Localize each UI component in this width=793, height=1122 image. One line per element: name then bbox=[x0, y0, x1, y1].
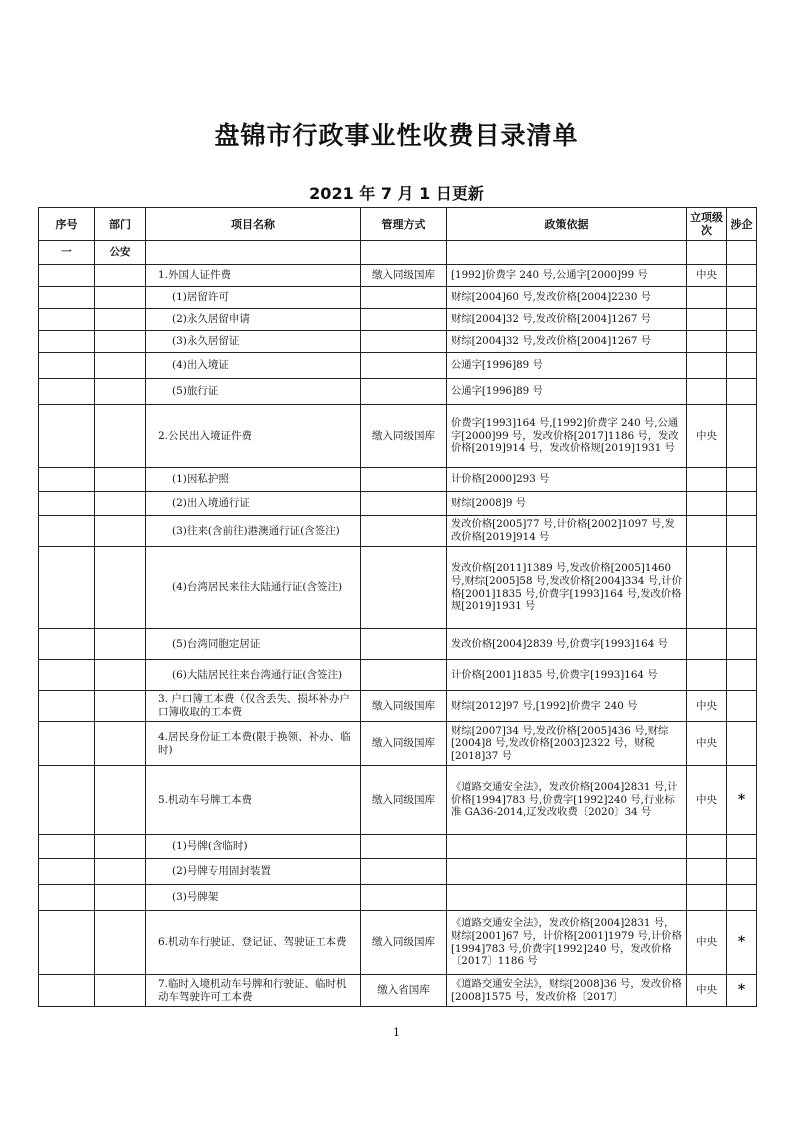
header-dept: 部门 bbox=[95, 208, 146, 241]
mgmt-method bbox=[361, 547, 447, 629]
approval-level bbox=[687, 660, 727, 691]
mgmt-method: 缴入同级国库 bbox=[361, 911, 447, 975]
enterprise-mark bbox=[727, 265, 757, 287]
policy-basis: 公通字[1996]89 号 bbox=[447, 353, 687, 379]
table-row bbox=[39, 885, 757, 911]
document-title: 盘锦市行政事业性收费目录清单 bbox=[214, 121, 579, 150]
mgmt-method bbox=[361, 660, 447, 691]
item-name: (4)台湾居民来往大陆通行证(含签注) bbox=[146, 547, 361, 629]
policy-basis: 财综[2012]97 号,[1992]价费字 240 号 bbox=[447, 691, 687, 722]
approval-level bbox=[687, 547, 727, 629]
header-level: 立项级次 bbox=[687, 208, 727, 241]
table-row bbox=[39, 975, 757, 1007]
table-row bbox=[39, 629, 757, 660]
enterprise-mark bbox=[727, 859, 757, 885]
item-name: (1)号牌(含临时) bbox=[146, 835, 361, 859]
table-row bbox=[39, 331, 757, 353]
enterprise-mark bbox=[727, 629, 757, 660]
mgmt-method: 缴入省国库 bbox=[361, 975, 447, 1007]
item-name: (4)出入境证 bbox=[146, 353, 361, 379]
header-row bbox=[39, 208, 757, 241]
approval-level bbox=[687, 309, 727, 331]
item-name: (2)永久居留申请 bbox=[146, 309, 361, 331]
approval-level: 中央 bbox=[687, 911, 727, 975]
approval-level bbox=[687, 859, 727, 885]
enterprise-mark bbox=[727, 405, 757, 468]
approval-level bbox=[687, 353, 727, 379]
enterprise-mark bbox=[727, 309, 757, 331]
enterprise-mark bbox=[727, 885, 757, 911]
mgmt-method bbox=[361, 859, 447, 885]
approval-level: 中央 bbox=[687, 265, 727, 287]
policy-basis: 财综[2004]60 号,发改价格[2004]2230 号 bbox=[447, 287, 687, 309]
policy-basis: 财综[2004]32 号,发改价格[2004]1267 号 bbox=[447, 309, 687, 331]
header-enterprise: 涉企 bbox=[727, 208, 757, 241]
policy-basis: 计价格[2001]1835 号,价费字[1993]164 号 bbox=[447, 660, 687, 691]
policy-basis: 财综[2007]34 号,发改价格[2005]436 号,财综[2004]8 号,发改价格[2003]2322 号，财税[2018]37 号 bbox=[447, 722, 687, 766]
table-row bbox=[39, 911, 757, 975]
policy-basis: [1992]价费字 240 号,公通字[2000]99 号 bbox=[447, 265, 687, 287]
header-item: 项目名称 bbox=[146, 208, 361, 241]
policy-basis: 财综[2008]9 号 bbox=[447, 492, 687, 516]
mgmt-method bbox=[361, 492, 447, 516]
approval-level bbox=[687, 492, 727, 516]
enterprise-mark bbox=[727, 331, 757, 353]
enterprise-mark bbox=[727, 379, 757, 405]
mgmt-method bbox=[361, 353, 447, 379]
approval-level bbox=[687, 629, 727, 660]
approval-level bbox=[687, 468, 727, 492]
page-number: 1 bbox=[393, 1026, 400, 1039]
policy-basis: 《道路交通安全法》，财综[2008]36 号，发改价格[2008]1575 号，发改价格〔2017〕 bbox=[447, 975, 687, 1007]
mgmt-method bbox=[361, 885, 447, 911]
item-name: 5.机动车号牌工本费 bbox=[146, 766, 361, 835]
table-row bbox=[39, 691, 757, 722]
policy-basis bbox=[447, 859, 687, 885]
enterprise-mark bbox=[727, 516, 757, 547]
enterprise-mark bbox=[727, 353, 757, 379]
mgmt-method: 缴入同级国库 bbox=[361, 405, 447, 468]
mgmt-method bbox=[361, 331, 447, 353]
mgmt-method bbox=[361, 629, 447, 660]
enterprise-mark bbox=[727, 691, 757, 722]
item-name: 3. 户口簿工本费（仅含丢失、损坏补办户口簿收取的工本费 bbox=[146, 691, 361, 722]
item-name: (6)大陆居民往来台湾通行证(含签注) bbox=[146, 660, 361, 691]
table-row bbox=[39, 835, 757, 859]
policy-basis: 发改价格[2004]2839 号,价费字[1993]164 号 bbox=[447, 629, 687, 660]
item-name: (1)居留许可 bbox=[146, 287, 361, 309]
policy-basis: 财综[2004]32 号,发改价格[2004]1267 号 bbox=[447, 331, 687, 353]
mgmt-method bbox=[361, 468, 447, 492]
mgmt-method bbox=[361, 835, 447, 859]
approval-level bbox=[687, 885, 727, 911]
policy-basis: 价费字[1993]164 号,[1992]价费字 240 号,公通字[2000]99 号，发改价格[2017]1186 号，发改价格[2019]914 号，发改价格规[2019]1931 号 bbox=[447, 405, 687, 468]
table-row bbox=[39, 660, 757, 691]
mgmt-method: 缴入同级国库 bbox=[361, 265, 447, 287]
table-row bbox=[39, 405, 757, 468]
table-row bbox=[39, 468, 757, 492]
header-basis: 政策依据 bbox=[447, 208, 687, 241]
policy-basis: 发改价格[2011]1389 号,发改价格[2005]1460 号,财综[2005]58 号,发改价格[2004]334 号,计价格[2001]1835 号,价费字[1993]164 号,发改价格规[2019]1931 号 bbox=[447, 547, 687, 629]
item-name: (3)永久居留证 bbox=[146, 331, 361, 353]
mgmt-method bbox=[361, 516, 447, 547]
policy-basis: 发改价格[2005]77 号,计价格[2002]1097 号,发改价格[2019]914 号 bbox=[447, 516, 687, 547]
table-row bbox=[39, 766, 757, 835]
item-name: (5)台湾同胞定居证 bbox=[146, 629, 361, 660]
policy-basis: 《道路交通安全法》，发改价格[2004]2831 号,计价格[1994]783 号,价费字[1992]240 号,行业标准 GA36-2014,辽发改收费〔2020〕34 号 bbox=[447, 766, 687, 835]
item-name: (2)号牌专用固封装置 bbox=[146, 859, 361, 885]
enterprise-mark bbox=[727, 287, 757, 309]
table-row bbox=[39, 265, 757, 287]
header-mgmt: 管理方式 bbox=[361, 208, 447, 241]
enterprise-mark: * bbox=[727, 975, 757, 1007]
approval-level: 中央 bbox=[687, 722, 727, 766]
item-name: (2)出入境通行证 bbox=[146, 492, 361, 516]
approval-level: 中央 bbox=[687, 975, 727, 1007]
table-row bbox=[39, 353, 757, 379]
enterprise-mark: * bbox=[727, 911, 757, 975]
mgmt-method: 缴入同级国库 bbox=[361, 722, 447, 766]
mgmt-method bbox=[361, 287, 447, 309]
table-row bbox=[39, 859, 757, 885]
item-name: (5)旅行证 bbox=[146, 379, 361, 405]
item-name: 6.机动车行驶证、登记证、驾驶证工本费 bbox=[146, 911, 361, 975]
policy-basis: 《道路交通安全法》，发改价格[2004]2831 号，财综[2001]67 号，计价格[2001]1979 号,计价格[1994]783 号,价费字[1992]240 号，发改价格〔2017〕1186 号 bbox=[447, 911, 687, 975]
mgmt-method bbox=[361, 309, 447, 331]
item-name: (1)因私护照 bbox=[146, 468, 361, 492]
item-name: 4.居民身份证工本费(限于换领、补办、临时) bbox=[146, 722, 361, 766]
enterprise-mark bbox=[727, 722, 757, 766]
policy-basis bbox=[447, 885, 687, 911]
table-row bbox=[39, 722, 757, 766]
section-row bbox=[39, 241, 757, 265]
enterprise-mark bbox=[727, 660, 757, 691]
table-row bbox=[39, 547, 757, 629]
approval-level: 中央 bbox=[687, 766, 727, 835]
table-row bbox=[39, 287, 757, 309]
header-seq: 序号 bbox=[39, 208, 95, 241]
item-name: (3)往来(含前往)港澳通行证(含签注) bbox=[146, 516, 361, 547]
section-dept: 公安 bbox=[95, 241, 146, 265]
approval-level bbox=[687, 835, 727, 859]
enterprise-mark bbox=[727, 835, 757, 859]
table-row bbox=[39, 379, 757, 405]
table-row bbox=[39, 492, 757, 516]
mgmt-method: 缴入同级国库 bbox=[361, 691, 447, 722]
approval-level bbox=[687, 287, 727, 309]
approval-level bbox=[687, 379, 727, 405]
item-name: 7.临时入境机动车号牌和行驶证、临时机动车驾驶许可工本费 bbox=[146, 975, 361, 1007]
item-name: 1.外国人证件费 bbox=[146, 265, 361, 287]
policy-basis bbox=[447, 835, 687, 859]
table-row bbox=[39, 516, 757, 547]
fee-table bbox=[38, 207, 757, 1007]
approval-level bbox=[687, 331, 727, 353]
mgmt-method bbox=[361, 379, 447, 405]
enterprise-mark bbox=[727, 547, 757, 629]
mgmt-method: 缴入同级国库 bbox=[361, 766, 447, 835]
section-seq: 一 bbox=[39, 241, 95, 265]
approval-level: 中央 bbox=[687, 691, 727, 722]
enterprise-mark bbox=[727, 492, 757, 516]
approval-level: 中央 bbox=[687, 405, 727, 468]
item-name: (3)号牌架 bbox=[146, 885, 361, 911]
policy-basis: 计价格[2000]293 号 bbox=[447, 468, 687, 492]
enterprise-mark bbox=[727, 468, 757, 492]
table-row bbox=[39, 309, 757, 331]
document-subtitle: 2021 年 7 月 1 日更新 bbox=[309, 184, 484, 203]
approval-level bbox=[687, 516, 727, 547]
policy-basis: 公通字[1996]89 号 bbox=[447, 379, 687, 405]
enterprise-mark: * bbox=[727, 766, 757, 835]
item-name: 2.公民出入境证件费 bbox=[146, 405, 361, 468]
